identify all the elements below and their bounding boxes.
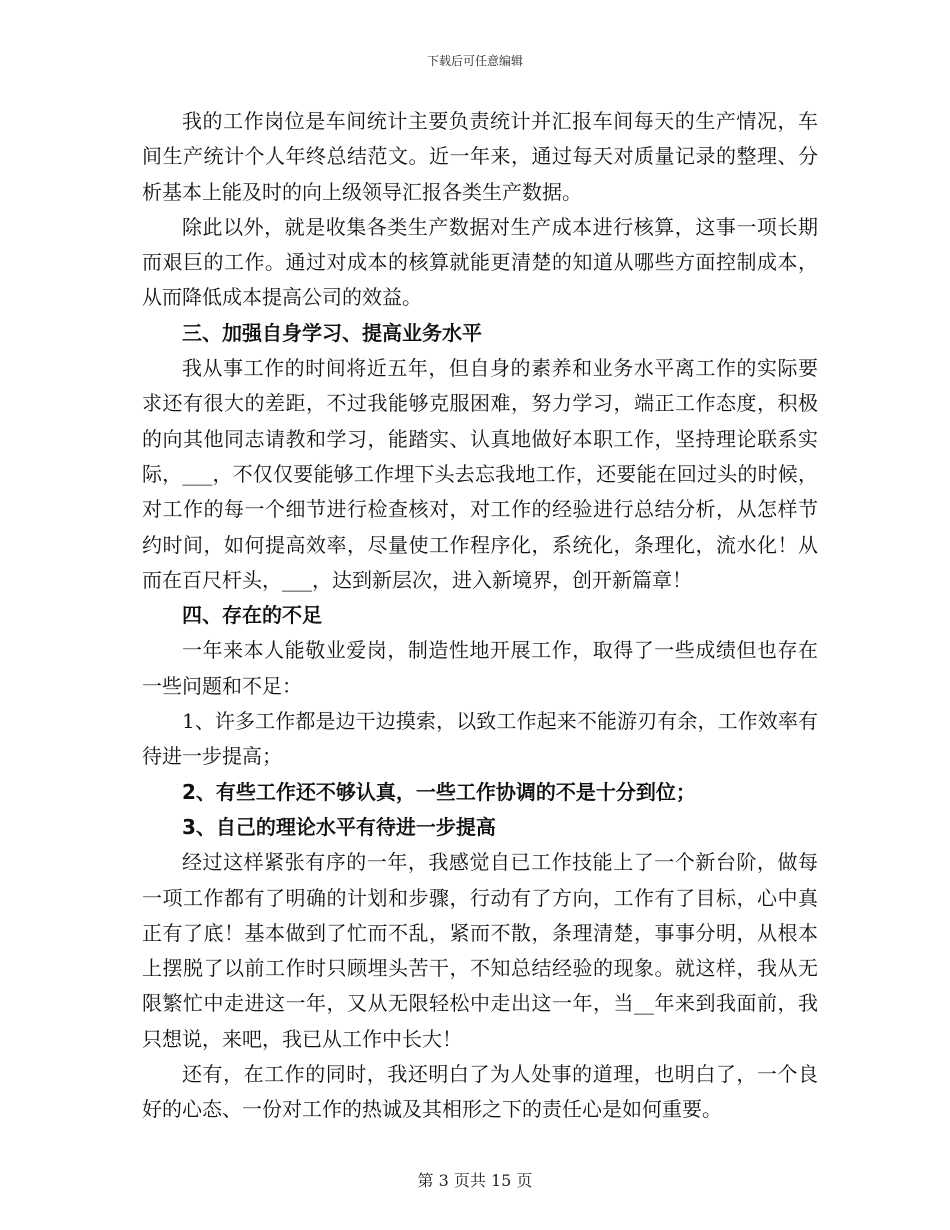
paragraph: 一年来本人能敬业爱岗，制造性地开展工作，取得了一些成绩但也存在一些问题和不足： (142, 638, 818, 698)
paragraph: 还有，在工作的同时，我还明白了为人处事的道理，也明白了，一个良好的心态、一份对工作的热诚及其相形之下的责任心是如何重要。 (142, 1062, 818, 1122)
paragraph: 我的工作岗位是车间统计主要负责统计并汇报车间每天的生产情况，车间生产统计个人年终总结范文。近一年来，通过每天对质量记录的整理、分析基本上能及时的向上级领导汇报各类生产数据。 (142, 109, 818, 204)
list-item: 1、许多工作都是边干边摸索，以致工作起来不能游刃有余，工作效率有待进一步提高； (142, 709, 818, 769)
paragraph: 经过这样紧张有序的一年，我感觉自已工作技能上了一个新台阶，做每一项工作都有了明确的计划和步骤，行动有了方向，工作有了目标，心中真正有了底！基本做到了忙而不乱，紧而不散，条理清楚，事事分明，从根本上摆脱了以前工作时只顾埋头苦干，不知总结经验的现象。就这样，我从无限繁忙中走进这一年，又从无限轻松中走出这一年，当__年来到我面前，我只想说，来吧，我已从工作中长大！ (142, 850, 818, 1051)
paragraph: 除此以外，就是收集各类生产数据对生产成本进行核算，这事一项长期而艰巨的工作。通过对成本的核算就能更清楚的知道从哪些方面控制成本，从而降低成本提高公司的效益。 (142, 214, 818, 310)
list-item-bold: 2、有些工作还不够认真，一些工作协调的不是十分到位； (182, 779, 696, 804)
section-heading: 三、加强自身学习、提高业务水平 (182, 320, 482, 345)
document-body (142, 104, 818, 1128)
paragraph: 我从事工作的时间将近五年，但自身的素养和业务水平离工作的实际要求还有很大的差距，不过我能够克服困难，努力学习，端正工作态度，积极的向其他同志请教和学习，能踏实、认真地做好本职工作，坚持理论联系实际，___，不仅仅要能够工作埋下头去忘我地工作，还要能在回过头的时候，对工作的每一个细节进行检查核对，对工作的经验进行总结分析，从怎样节约时间，如何提高效率，尽量使工作程序化，系统化，条理化，流水化！从而在百尺杆头，___，达到新层次，进入新境界，创开新篇章！ (142, 356, 818, 592)
section-heading: 四、存在的不足 (182, 603, 322, 628)
page-header: 下载后可任意编辑 (426, 54, 523, 68)
list-item-bold: 3、自己的理论水平有待进一步提高 (182, 814, 496, 839)
page-number: 第 3 页共 15 页 (417, 1171, 533, 1190)
